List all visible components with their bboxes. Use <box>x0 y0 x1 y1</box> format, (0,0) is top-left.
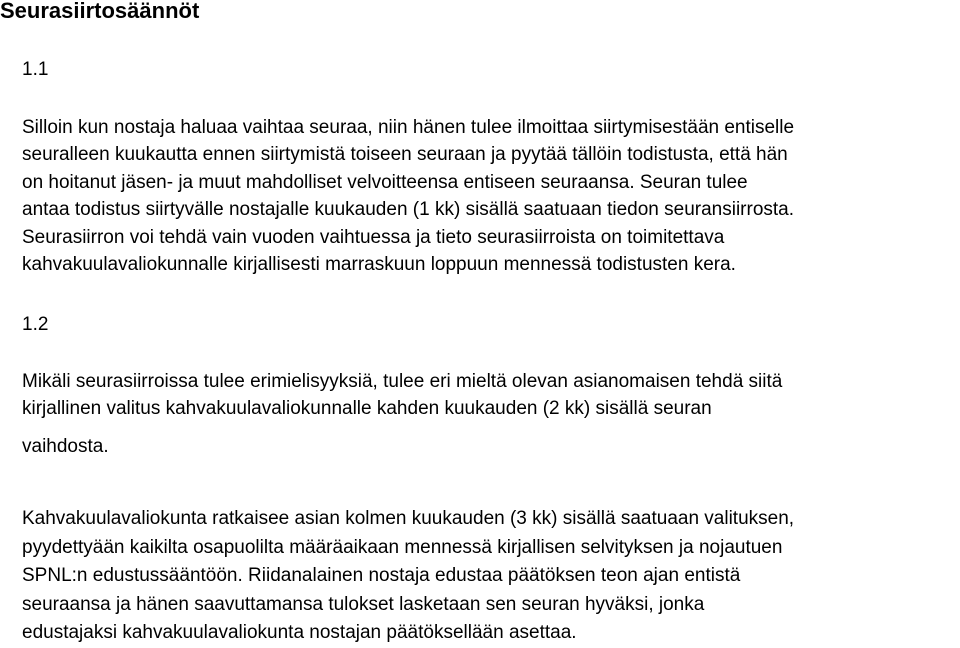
text-line: seuraansa ja hänen saavuttamansa tulokset lasketaan sen seuran hyväksi, jonka <box>22 593 705 615</box>
text-line: on hoitanut jäsen- ja muut mahdolliset velvoitteensa entiseen seuraansa. Seuran tulee <box>22 171 748 193</box>
text-line: Silloin kun nostaja haluaa vaihtaa seuraa, niin hänen tulee ilmoittaa siirtymisestään entiselle <box>22 117 795 138</box>
text-line: kirjallinen valitus kahvakuulavaliokunnalle kahden kuukauden (2 kk) sisällä seuran <box>22 398 712 420</box>
text-line: vaihdosta. <box>22 435 109 457</box>
page-title: Seurasiirtosäännöt <box>0 0 200 23</box>
text-line: SPNL:n edustussääntöön. Riidanalainen nostaja edustaa päätöksen teon ajan entistä <box>22 565 741 587</box>
text-line: pyydettyään kaikilta osapuolilta määräaikaan mennessä kirjallisen selvityksen ja nojautuen <box>22 536 783 558</box>
text-line: seuralleen kuukautta ennen siirtymistä toiseen seuraan ja pyytää tällöin todistusta, että hän <box>22 144 788 166</box>
text-line: Kahvakuulavaliokunta ratkaisee asian kolmen kuukauden (3 kk) sisällä saatuaan valituksen, <box>22 508 795 529</box>
text-line: kahvakuulavaliokunnalle kirjallisesti marraskuun loppuun mennessä todistusten kera. <box>22 254 736 276</box>
section-1-2-paragraph-1 <box>22 368 782 460</box>
section-number-1-2: 1.2 <box>22 314 49 335</box>
section-1-1-paragraph <box>22 114 794 278</box>
text-line: edustajaksi kahvakuulavaliokunta nostajan päätöksellään asettaa. <box>22 622 577 644</box>
text-line: antaa todistus siirtyvälle nostajalle kuukauden (1 kk) sisällä saatuaan tiedon seuransiirrosta. <box>22 199 795 221</box>
text-line: Seurasiirron voi tehdä vain vuoden vaihtuessa ja tieto seurasiirroista on toimitettava <box>22 226 725 248</box>
section-number-1-1: 1.1 <box>22 59 49 80</box>
text-line: Mikäli seurasiirroissa tulee erimielisyyksiä, tulee eri mieltä olevan asianomaisen tehdä siitä <box>22 371 783 392</box>
section-1-2-paragraph-2 <box>22 505 794 648</box>
